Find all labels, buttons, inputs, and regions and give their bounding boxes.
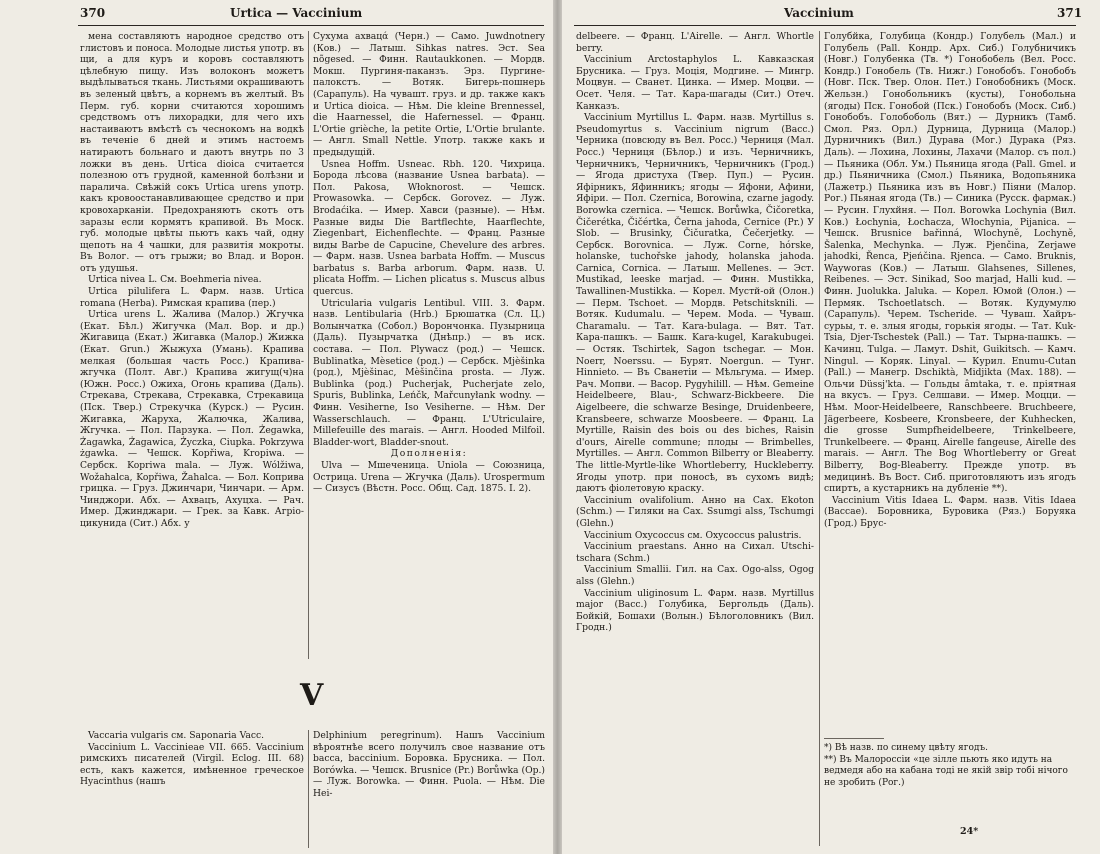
paragraph: Vaccinium Oxycoccus см. Oxycoccus palustris. bbox=[584, 529, 802, 541]
paragraph: мена составляютъ народное средство отъ глистовъ и поноса. Молодые листья употр. въ щи, а для куръ и коровъ составляютъ цѣлебную пищу. Изъ волоконъ можетъ выдѣлываться ткань. Листьями окрашиваютъ въ зеленый цвѣтъ, а корнемъ въ желтый. Въ Перм. губ. корни считаются хорошимъ средствомъ отъ лихорадки, для чего ихъ настаиваютъ вмѣстѣ съ чеснокомъ на водкѣ въ теченіе 6 дней и этимъ настоемъ натираютъ больнаго и даютъ внутрь по 3 ложки въ день. Urtica dioica считается полезною отъ грудной, каменной болѣзни и паралича. Свѣжій сокъ Urtica urens употр. какъ кровоостанавливающее средство и при кровохарканіи. Предохраняютъ скотъ отъ заразы если кормятъ крапивой. Въ Моск. губ. молодые цвѣты пьютъ какъ чай, одну щепоть на 4 чашки, для развитія мокроты. Въ Волог. — отъ грыжи; во Влад. и Ворон. отъ удушья. bbox=[80, 31, 304, 274]
right-page bbox=[562, 0, 1100, 854]
paragraph: Usnea Hoffm. Usneac. Rbh. 120. Чихрица. Борода лѣсова (название Usnea barbata). — Пол. Pakosa, Włoknorost. — Чешск. Prowasowka. — Сербск. Gorovez. — Луж. Brodaćika. — Имер. Хавси (разные). — Нѣм. Разные виды Die Bartflechte, Haarflechte, Ziegenbart, Eichenflechte. — Франц. Разные виды Barbe de Capucine, Chevelure des arbres. — Фарм. назв. Usnea barbata Hoffm. — Muscus barbatus s. Barba arborum. Фарм. назв. U. plicata Hoffm. — Lichen plicatus s. Muscus albus quercus. bbox=[313, 158, 545, 298]
paragraph: delbeere. — Франц. L'Airelle. — Англ. Whortle berry. bbox=[576, 31, 814, 54]
paragraph: Vaccinium Vitis Idaea L. Фарм. назв. Vitis Idaea (Baccae). Боровника, Буровика (Ряз.) Боруяка (Грод.) Брус- bbox=[824, 494, 1076, 529]
paragraph: Vaccinium Arctostaphylos L. Кавказская Брусника. — Груз. Моція, Модгине. — Мингр. Моцвун. — Сванет. Цинка. — Имер. Моцви. — Осет. Челя. — Тат. Кара-шагады (Сит.) Отеч. Канказъ. bbox=[576, 54, 814, 112]
left-column-4 bbox=[313, 730, 545, 848]
running-head-right: Vaccinium bbox=[784, 6, 854, 20]
footnotes bbox=[824, 738, 1076, 789]
footnote-rule bbox=[824, 738, 884, 739]
paragraph: Vaccaria vulgaris см. Saponaria Vacc. bbox=[88, 730, 265, 741]
paragraph: Голубйка, Голубица (Кондр.) Голубель (Мал.) и Голубель (Pall. Кондр. Арх. Сиб.) Голубничикъ (Новг.) Голубенка (Тв. *) Гонобобель (Вел. Росс. Кондр.) Гонобель (Тв. Нижг.) Гонобобъ. Гонобобъ (Новг. Пск. Твер. Олон. Пет.) Гонобобникъ (Моск. Жельзн.) Гонобольникъ (кусты), Гонобольна (ягоды) Пск. Гонобой (Пск.) Гонобобъ (Моск. Сиб.) Гонобобъ. Голобоболь (Вят.) — Дурникъ (Тамб. Смол. Ряз. Орл.) Дурница, Дурница (Малор.) Дурничникъ (Вил.) Дурава (Мог.) Дурака (Ряз. Даль). — Лохина, Лохины, Лахачи (Малор. съ пол.) — Пьяника (Обл. Ум.) Пьяница ягода (Pall. Gmel. и др.) Пьяничника (Смол.) Пьяника, Водопьяника (Лажетр.) Пьяника изъ въ Новг.) Пiяни (Малор. Рог.) Пьяная ягода (Тв.) — Синика (Русск. фармак.) — Русин. Глухйня. — Пол. Borowka Lochynia (Вил. Ков.) Łochynia, Łochacza, Włochynia, Pijanica. — Чешск. Brusnice bařinná, Wlochyně, Lochyně, Šalenka, Mechynka. — Луж. Pjenčina, Zerjawe jahodki, Řenca, Pjeńčina. Rjenca. — Само. Bruknis, Wayworas (Ков.) — Латыш. Glahsenes, Sillenes, Reibenes. — Эст. Sinikad, Soo marjad, Halli kud. — Финн. Juolukka. Jaluka. — Корел. Юмой (Олон.) — Пермяк. Tschoetlatsch. — Вотяк. Кудумулю (Сарапуль). Черем. Tscheride. — Чуваш. Хайръ-сурьы, т. е. злыя ягоды, горькія ягоды. — Тат. Kuk-Tsia, Djer-Tschestek (Pall.) — Тат. Тырна-пашкъ. — Качинц. Tulga. — Ламут. Dshit, Guikitsch. — Камч. Ningul. — Коряк. Linyal. — Курил. Enumu-Cutan (Pall.) — Манегр. Dschiktà, Midjikta (Max. 188). — Ольчи Düssj'kta. — Гольды âmtaka, т. е. пріятная на вкусъ. — Груз. Селшави. — Имер. Моцци. — Нѣм. Moor-Heidelbeere, Ranschbeere. Bruchbeere, Jägerbeere, Kosbeere, Kronsbeere, der Kuhhecken, die grosse Sumpfheidelbeere, Trinkelbeere, Trunkelbeere. — Франц. Airelle fangeuse, Airelle des marais. — Англ. The Bog Whortleberry or Great Bilberry, Bog-Bleaberry. Прежде употр. въ медицинѣ. Въ Вост. Сиб. приготовляютъ изъ ягодъ спиртъ, а кустарникъ на дубленіе **). bbox=[824, 31, 1076, 495]
column-divider bbox=[308, 31, 309, 659]
paragraph: Vaccinium praestans. Анно на Сихал. Utschi-tschara (Schm.) bbox=[576, 541, 814, 564]
header-rule-right bbox=[574, 25, 1076, 26]
left-column-2 bbox=[313, 31, 545, 659]
page-number-left: 370 bbox=[80, 6, 106, 20]
paragraph: Сухума ахвацά (Черн.) — Само. Juwdnotnery (Ков.) — Латыш. Sihkas natres. Эст. Sea nõgesed. — Финн. Rautaukkonen. — Мордв. Мокш. Пургиня-паканзъ. Эрз. Пургине-палокстъ. — Вотяк. Бигерь-пошнерь (Сарапуль). На чувашт. груз. и др. также какъ и Urtica dioica. — Нѣм. Die kleine Brennessel, die Haarnessel, die Hafernessel. — Франц. L'Ortie grièche, la petite Ortie, L'Ortie brulante. — Англ. Small Nettle. Употр. также какъ и предыдущій. bbox=[313, 31, 545, 158]
paragraph: Urtica urens L. Жалива (Малор.) Жгучка (Екат. Бѣл.) Жигучка (Мал. Вор. и др.) Жигавица (Екат.) Жигавка (Малор.) Жижка (Екат. Grun.) Жыжуха (Умань). Крапива мелкая (большая часть Росс.) Крапива-жгучка (Полт. Авг.) Крапива жигущ(ч)на (Южн. Росс.) Ожиха, Огонь крапива (Даль). Стрекава, Стрекава, Стрекавка, Стрекавица (Пск. Твер.) Стрекучка (Курск.) — Русин. Жигавка, Жаруха, Жалючка, Жалива, Жгучка. — Пол. Парзука. — Пол. Żegawka, Żagawka, Żagawica, Życzka, Ciupka. Pokrzywa żgawka. — Чешск. Kopřiwa, Kropiwa. — Сербск. Kopriwa mala. — Луж. Wólžiwa, Wožahalca, Kopřiwa, Žahalca. — Бол. Коприва грицка. — Груз. Джинчари, Чинчари. — Арм. Чинджори. Абх. — Ахвацъ, Ахуцха. — Рач. Имер. Джинджари. — Грек. за Кавк. Агріо-цикунида (Сит.) Абх. у bbox=[80, 309, 304, 529]
left-column-3 bbox=[80, 730, 304, 848]
paragraph: Urtica pilulifera L. Фарм. назв. Urtica romana (Herba). Римская крапива (пер.) bbox=[80, 286, 304, 309]
left-column-1 bbox=[80, 31, 304, 659]
paragraph: Urtica nivea L. См. Boehmeria nivea. bbox=[88, 274, 262, 286]
paragraph: Delphinium peregrinum). Нашъ Vaccinium вѣроятнѣе всего получилъ свое название отъ bacca, baccinium. Боровка. Брусника. — Пол. Borówka. — Чешск. Brusnice (Pr.) Borůwka (Op.) — Луж. Borowka. — Финн. Puola. — Нѣм. Die Hei- bbox=[313, 730, 545, 799]
paragraph: Vaccinium uliginosum L. Фарм. назв. Myrtillus major (Bacc.) Голубика, Бергольдь (Даль). Бойкій, Бошахи (Волын.) Бѣлоголовникъ (Вил. Гродн.) bbox=[576, 587, 814, 634]
paragraph: Utricularia vulgaris Lentibul. VIII. 3. Фарм. назв. Lentibularia (Hrb.) Брюшатка (Сл. Ц.) Волынчатка (Собол.) Ворончонка. Пузырница (Даль). Пузырчатка (Днѣпр.) — въ иск. состава. — Пол. Plywacz (род.) — Чешск. Bublinatka, Mèsetice (род.) — Сербск. Mjèšinka (род.), Mjèšinac, Mèšinčina prosta. — Луж. Bublinka (род.) Pucherjak, Pucherjate zelo, Spuris, Bublinka, Leńčk, Mařcunyłank wodny. — Финн. Vesiherne, Iso Vesiherne. — Нѣм. Der Wasserschlauch. — Франц. L'Utriculaire, Millefeuille des marais. — Англ. Hooded Milfoil. Bladder-wort, Bladder-snout. bbox=[313, 297, 545, 448]
supplement-heading: Дополненія: bbox=[390, 448, 468, 460]
running-head-left: Urtica — Vaccinium bbox=[230, 6, 363, 20]
paragraph: Vaccinium L. Vaccinieae VII. 665. Vaccinium римскихъ писателей (Virgil. Eclog. III. 68) есть, какъ кажется, имѣненное греческое Hyacinthus (нашъ bbox=[80, 741, 304, 788]
footnote: **) Въ Малороссіи «це зілле пьють яко идуть на ведмедя або на кабана тоді не якій звір тобі нічого не зробить (Рог.) bbox=[824, 754, 1068, 788]
footnote: *) Вѣ назв. по синему цвѣту ягодъ. bbox=[824, 743, 988, 753]
column-divider bbox=[308, 730, 309, 848]
paragraph: Vaccinium Smallii. Гил. на Сах. Ogo-alss, Ogog alss (Glehn.) bbox=[576, 564, 814, 587]
right-column-1 bbox=[576, 31, 814, 846]
header-rule-left bbox=[78, 25, 544, 26]
section-letter: V bbox=[300, 678, 324, 713]
right-column-2 bbox=[824, 31, 1076, 721]
page-number-right: 371 bbox=[1057, 6, 1083, 20]
paragraph: Vaccinium Myrtillus L. Фарм. назв. Myrtillus s. Pseudomyrtus s. Vaccinium nigrum (Bacc.) Черника (повсюду въ Вел. Росс.) Черниця (Мал. Росс.) Черниця (Бѣлор.) и изъ. Черничникъ, Черничникъ, Черничникъ, Черничникъ (Грод.) — Ягода дристуха (Твер. Пуп.) — Русин. Яфірникъ, Яфинникъ; ягоды — Яфони, Афини, Яфіри. — Пол. Czernica, Borowina, czarne jagody. Borowka czernica. — Чешск. Borůwka, Čičoretka, Čičerétka, Čičértka, Černa jahoda, Cernice (Pr.) У Slob. — Brusinky, Čičuratka, Čečerjetky. — Сербск. Borovnica. — Луж. Corne, hórske, holanske, tuchořske jahody, holanska jahoda. Carnica, Cornica. — Латыш. Mellenes. — Эст. Mustikad, leeske marjad. — Финн. Mustikka, Tawallinen-Mustikka. — Корел. Мустй-ой (Олон.) — Перм. Tschoet. — Мордв. Petschitsknili. — Вотяк. Kudumalu. — Черем. Moda. — Чуваш. Charamalu. — Тат. Kara-bulaga. — Вят. Тат. Кара-пашкъ. — Башк. Kara-kugel, Karakubugei. — Остяк. Tschirtek, Sagon tschegar. — Мон. Noerr, Noerssu. — Бурят. Noergun. — Тунг. Hinnieto. — Въ Сванетіи — Мѣльгума. — Имер. Рач. Мопви. — Васоp. Pygyhilill. — Нѣм. Gemeine Heidelbeere, Blau-, Schwarz-Bickbeere. Die Aigelbeere, die schwarze Besinge, Druidenbeere, Kransbeere, schwarze Moosbeere. — Франц. La Myrtille, Raisin des bois ou des biches, Raisin d'ours, Airelle commune; плоды — Brimbelles, Myrtilles. — Англ. Common Bilberry or Bleaberry. The little-Myrtle-like Whortleberry, Huckleberry. Ягоды употр. при поносѣ, въ сухомъ видѣ; даютъ фіолетовую краску. bbox=[576, 112, 814, 495]
column-divider bbox=[819, 31, 820, 846]
printer-signature: 24* bbox=[960, 826, 979, 837]
paragraph: Vaccinium ovalifolium. Анно на Сах. Ekoton (Schm.) — Гиляки на Сах. Ssumgi alss, Tschumgi (Glehn.) bbox=[576, 494, 814, 529]
paragraph: Ulva — Мшеченица. Uniola — Союзница, Острица. Urena — Жгучка (Даль). Urospermum — Сизусъ (Вѣстн. Росс. Общ. Сад. 1875. I. 2). bbox=[313, 459, 545, 495]
book-gutter bbox=[553, 0, 562, 854]
